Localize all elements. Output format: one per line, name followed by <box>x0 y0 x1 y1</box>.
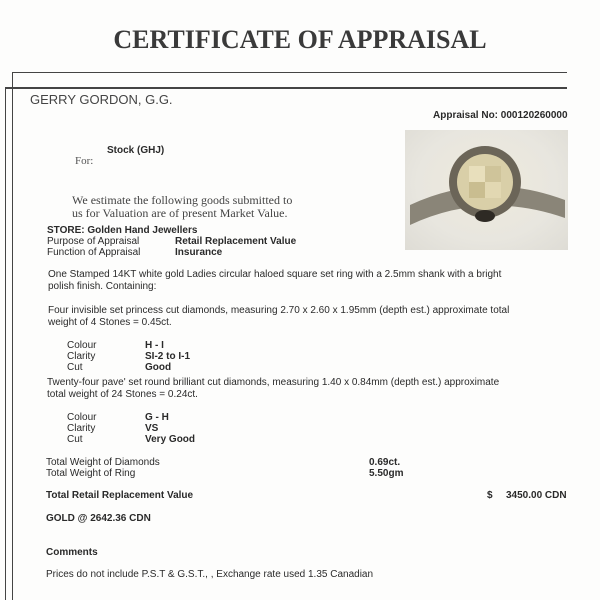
purpose-value: Retail Replacement Value <box>175 236 297 247</box>
description-line: polish finish. Containing: <box>48 281 157 292</box>
appraiser-name: GERRY GORDON, G.G. <box>30 92 173 107</box>
comments-text: Prices do not include P.S.T & G.S.T., , Exchange rate used 1.35 Canadian <box>46 569 374 580</box>
border-left-inner <box>12 72 13 600</box>
purpose-label: Purpose of Appraisal <box>47 236 140 247</box>
ring-photo <box>405 130 568 250</box>
spec-label: Clarity <box>67 423 96 434</box>
divider <box>12 72 567 73</box>
border-left-outer <box>5 87 6 600</box>
intro-line: us for Valuation are of present Market Value. <box>72 206 288 220</box>
total-label: Total Weight of Diamonds <box>46 457 160 468</box>
spec-value: VS <box>145 423 159 434</box>
store-name: STORE: Golden Hand Jewellers <box>47 225 198 236</box>
spec-value: H - I <box>145 340 164 351</box>
function-value: Insurance <box>175 247 223 258</box>
page-title: CERTIFICATE OF APPRAISAL <box>113 25 487 54</box>
total-label: Total Weight of Ring <box>46 468 136 479</box>
retail-label: Total Retail Replacement Value <box>46 490 194 501</box>
spec-label: Cut <box>67 434 83 445</box>
spec-value: Good <box>145 362 172 373</box>
comments-label: Comments <box>46 547 98 558</box>
stones2-text: Twenty-four pave' set round brilliant cut diamonds, measuring 1.40 x 0.84mm (depth est.) approximate <box>47 377 500 388</box>
intro-line: We estimate the following goods submitted to <box>72 193 293 207</box>
spec-value: Very Good <box>145 434 196 445</box>
spec-label: Clarity <box>67 351 96 362</box>
retail-value: 3450.00 CDN <box>506 490 567 501</box>
stones2-text: total weight of 24 Stones = 0.24ct. <box>47 389 198 400</box>
for-label: For: <box>75 155 94 167</box>
stones1-text: Four invisible set princess cut diamonds, measuring 2.70 x 2.60 x 1.95mm (depth est.) approximate total <box>48 305 510 316</box>
retail-currency: $ <box>487 490 493 501</box>
spec-label: Colour <box>67 340 97 351</box>
stones1-text: weight of 4 Stones = 0.45ct. <box>48 317 172 328</box>
gold-price: GOLD @ 2642.36 CDN <box>46 513 151 524</box>
function-label: Function of Appraisal <box>47 247 141 258</box>
spec-label: Cut <box>67 362 83 373</box>
divider <box>5 87 567 89</box>
spec-label: Colour <box>67 412 97 423</box>
for-value: Stock (GHJ) <box>107 145 165 156</box>
total-value: 5.50gm <box>369 468 404 479</box>
description-line: One Stamped 14KT white gold Ladies circular haloed square set ring with a 2.5mm shank with a bright <box>48 269 502 280</box>
appraisal-number: Appraisal No: 000120260000 <box>433 110 568 121</box>
spec-value: G - H <box>145 412 169 423</box>
total-value: 0.69ct. <box>369 457 401 468</box>
spec-value: SI-2 to I-1 <box>145 351 191 362</box>
